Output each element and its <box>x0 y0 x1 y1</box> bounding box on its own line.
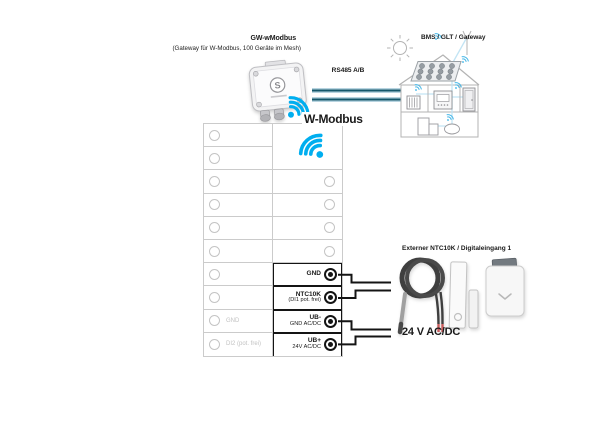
terminal-connector-ub-minus <box>324 315 337 328</box>
terminal-circle <box>209 153 220 164</box>
screw-icon <box>294 67 299 72</box>
wire-gnd <box>338 275 391 283</box>
terminal-circle <box>209 269 220 280</box>
screw-icon <box>253 71 258 76</box>
radiator-icon <box>407 96 420 109</box>
gateway-subtitle: (Gateway für W-Modbus, 100 Geräte im Mesh) <box>172 44 301 52</box>
terminal-circle <box>209 130 220 141</box>
door-contact-icon <box>449 262 478 328</box>
terminal-circle <box>209 339 220 350</box>
terminal-label-primary: NTC10K <box>295 290 321 298</box>
power-supply-label: 24 V AC/DC <box>402 326 461 338</box>
sun-icon <box>387 35 413 61</box>
left-terminal-label-di2: DI2 (pot. frei) <box>226 341 262 348</box>
bms-glt-gateway-label: BMS / GLT / Gateway <box>421 34 486 41</box>
terminal-cell-ub-plus <box>273 333 342 356</box>
server-cabinet-icon <box>463 88 475 111</box>
external-sensor-label: Externer NTC10K / Digitaleingang 1 <box>402 245 512 252</box>
terminal-row <box>204 240 342 263</box>
left-terminal-label-gnd: GND <box>226 317 240 324</box>
control-panel-icon <box>434 91 452 109</box>
gateway-title: GW-wModbus <box>250 35 296 42</box>
terminal-connector-ntc10k <box>324 291 337 304</box>
terminal-row <box>204 217 342 240</box>
ntc-probe-icon <box>400 260 443 332</box>
terminal-label-primary: GND <box>306 270 321 278</box>
terminal-circle <box>209 315 220 326</box>
terminal-cell-ntc10k <box>273 286 342 309</box>
terminal-circle <box>324 246 335 257</box>
card-switch-icon <box>486 258 524 316</box>
terminal-cell-gnd <box>273 263 342 286</box>
terminal-connector-ub-plus <box>324 338 337 351</box>
rs485-label: RS485 A/B <box>331 67 365 74</box>
terminal-row-ub-minus <box>204 310 342 333</box>
wmodbus-label: W-Modbus <box>304 112 363 126</box>
terminal-circle <box>209 199 220 210</box>
wire-ntc10k <box>338 291 391 299</box>
terminal-row <box>204 170 342 193</box>
terminal-label-primary: UB- <box>309 313 321 321</box>
screw-icon <box>256 102 261 107</box>
terminal-circle <box>324 176 335 187</box>
terminal-row-gnd <box>204 263 342 286</box>
terminal-row <box>204 194 342 217</box>
terminal-row-ntc10k <box>204 286 342 309</box>
terminal-label-secondary: 24V AC/DC <box>292 344 321 351</box>
wire-ub-minus <box>338 321 391 329</box>
terminal-label-secondary: (DI1 pot. frei) <box>288 297 321 304</box>
brand-logo-letter: S <box>274 80 282 91</box>
building-illustration <box>386 24 486 144</box>
terminal-circle <box>209 246 220 257</box>
wire-ub-plus <box>338 337 391 345</box>
terminal-cell-ub-minus <box>273 310 342 333</box>
terminal-circle <box>209 292 220 303</box>
solar-panel-icon <box>411 62 461 82</box>
terminal-circle <box>324 222 335 233</box>
terminal-row-ub-plus <box>204 333 342 356</box>
external-sensors-illustration <box>394 254 530 336</box>
terminal-circle <box>324 199 335 210</box>
terminal-circle <box>209 222 220 233</box>
terminal-circle <box>209 176 220 187</box>
terminal-label-secondary: GND AC/DC <box>289 320 321 327</box>
terminal-label-primary: UB+ <box>307 337 321 345</box>
terminal-connector-gnd <box>324 268 337 281</box>
